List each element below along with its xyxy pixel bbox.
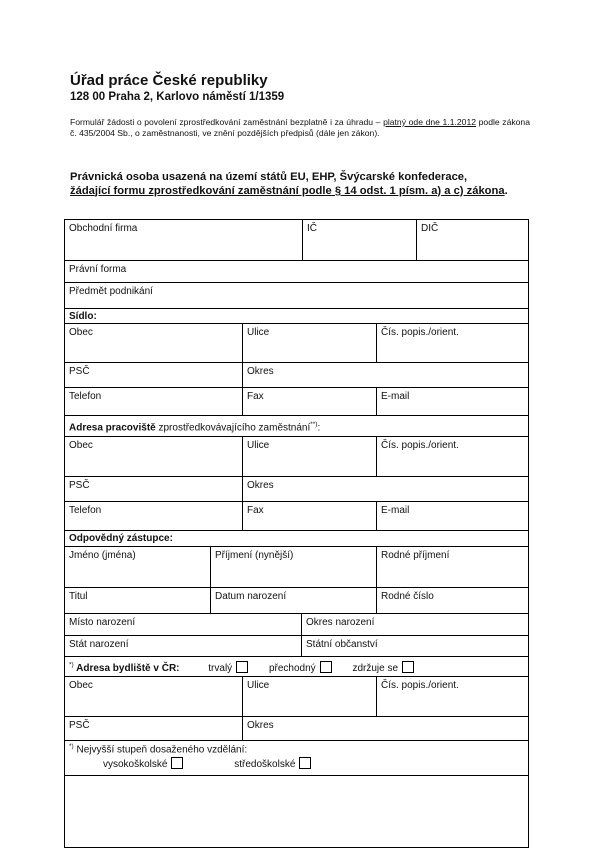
residence-postal-row [65, 717, 528, 741]
secondary-label: středoškolské [234, 759, 296, 771]
workplace-postcode-field[interactable] [65, 477, 242, 501]
seat-email-label: E-mail [381, 391, 410, 402]
temporary-option[interactable] [269, 661, 332, 674]
seat-fax-field[interactable] [242, 388, 376, 415]
workplace-number-field[interactable] [376, 437, 528, 476]
residence-street-field[interactable] [242, 677, 376, 716]
intro-validity: platný ode dne 1.1.2012 [383, 117, 477, 127]
permanent-label: trvalý [208, 663, 233, 674]
ic-field[interactable] [302, 220, 416, 260]
workplace-district-field[interactable] [242, 477, 528, 501]
seat-phone-label: Telefon [69, 391, 102, 402]
birth-date-label: Datum narození [215, 591, 287, 602]
office-title: Úřad práce České republiky [70, 72, 268, 89]
university-checkbox[interactable] [171, 757, 183, 769]
seat-number-label: Čís. popis./orient. [381, 327, 459, 338]
first-name-field[interactable] [65, 547, 210, 587]
residence-section-label [65, 657, 528, 674]
seat-address-row [65, 324, 528, 363]
dic-field[interactable] [416, 220, 528, 260]
secondary-checkbox[interactable] [299, 757, 311, 769]
residence-number-field[interactable] [376, 677, 528, 716]
workplace-phone-label: Telefon [69, 505, 102, 516]
birthplace-row [65, 614, 528, 636]
residence-title: Adresa bydliště v ČR: [76, 663, 180, 674]
residence-postcode-label: PSČ [69, 720, 90, 731]
birth-surname-label: Rodné příjmení [381, 550, 450, 561]
birth-date-field[interactable] [210, 588, 376, 613]
seat-postal-row [65, 363, 528, 388]
workplace-city-label: Obec [69, 440, 93, 451]
residence-street-label: Ulice [247, 680, 270, 691]
business-subject-field[interactable] [65, 283, 528, 309]
workplace-contact-row [65, 502, 528, 531]
workplace-street-label: Ulice [247, 440, 270, 451]
heading-underlined: žádající formu zprostředkování zaměstnání podle § 14 odst. 1 písm. a) a c) zákona [70, 184, 505, 197]
title-label: Titul [69, 591, 88, 602]
business-subject-label: Předmět podnikání [69, 286, 153, 297]
residence-district-label: Okres [247, 720, 274, 731]
heading-line-1: Právnická osoba usazená na území států EU, EHP, Švýcarské konfederace, [70, 171, 468, 183]
citizenship-field[interactable] [301, 636, 528, 656]
birth-surname-field[interactable] [376, 547, 528, 587]
workplace-street-field[interactable] [242, 437, 376, 476]
staying-checkbox[interactable] [402, 661, 414, 673]
education-title: Nejvyšší stupeň dosaženého vzdělání: [76, 744, 248, 756]
intro-text-1: Formulář žádosti o povolení zprostředkování zaměstnání bezplatně i za úhradu – [70, 117, 384, 127]
citizenship-row [65, 636, 528, 657]
birth-number-label: Rodné číslo [381, 591, 434, 602]
seat-street-label: Ulice [247, 327, 270, 338]
seat-contact-row [65, 388, 528, 416]
workplace-title: Adresa pracoviště [69, 422, 156, 434]
education-options [65, 755, 528, 770]
education-footnote-mark: *) [69, 743, 74, 750]
seat-city-field[interactable] [65, 324, 242, 362]
seat-postcode-field[interactable] [65, 363, 242, 387]
legal-form-field[interactable] [65, 261, 528, 283]
company-name-label: Obchodní firma [69, 223, 138, 234]
birth-number-field[interactable] [376, 588, 528, 613]
citizenship-label: Státní občanství [306, 639, 378, 650]
birth-district-field[interactable] [301, 614, 528, 635]
birthplace-label: Místo narození [69, 617, 136, 628]
temporary-label: přechodný [268, 663, 316, 674]
workplace-address-row [65, 437, 528, 477]
residence-city-label: Obec [69, 680, 93, 691]
company-row [65, 220, 528, 261]
birth-country-label: Stát narození [69, 639, 129, 650]
permanent-option[interactable] [208, 661, 248, 674]
seat-section-label: Sídlo: [69, 311, 97, 322]
residence-footnote-mark: *) [69, 661, 74, 669]
workplace-email-label: E-mail [381, 505, 410, 516]
intro-paragraph [70, 117, 530, 139]
workplace-colon: : [317, 422, 321, 434]
workplace-fax-field[interactable] [242, 502, 376, 530]
seat-district-label: Okres [247, 366, 274, 377]
seat-district-field[interactable] [242, 363, 528, 387]
staying-label: zdržuje se [352, 663, 399, 674]
workplace-footnote-mark: **) [310, 421, 318, 428]
birth-district-label: Okres narození [306, 617, 375, 628]
seat-city-label: Obec [69, 327, 93, 338]
application-form [64, 219, 529, 848]
representative-section-label: Odpovědný zástupce: [69, 533, 173, 544]
form-heading [70, 171, 532, 198]
residence-city-field[interactable] [65, 677, 242, 716]
seat-postcode-label: PSČ [69, 366, 90, 377]
legal-form-label: Právní forma [69, 264, 127, 275]
secondary-option[interactable] [234, 757, 311, 770]
staying-option[interactable] [352, 661, 414, 674]
residence-address-row [65, 677, 528, 717]
office-address: 128 00 Praha 2, Karlovo náměstí 1/1359 [70, 91, 285, 103]
education-row [65, 741, 528, 776]
residence-section-header [65, 657, 528, 677]
seat-street-field[interactable] [242, 324, 376, 362]
seat-number-field[interactable] [376, 324, 528, 362]
seat-section-header [65, 309, 528, 324]
workplace-subtitle: zprostředkovávajícího zaměstnání [155, 422, 311, 434]
surname-field[interactable] [210, 547, 376, 587]
workplace-district-label: Okres [247, 480, 274, 491]
birth-country-field[interactable] [65, 636, 301, 656]
workplace-email-field[interactable] [376, 502, 528, 530]
birthplace-field[interactable] [65, 614, 301, 635]
representative-details-row [65, 588, 528, 614]
residence-number-label: Čís. popis./orient. [381, 680, 459, 691]
representative-section-header [65, 531, 528, 547]
workplace-section-label [65, 416, 528, 433]
form-blank-area [65, 776, 528, 847]
first-name-label: Jméno (jména) [69, 550, 136, 561]
temporary-checkbox[interactable] [320, 661, 332, 673]
title-field[interactable] [65, 588, 210, 613]
heading-end: . [504, 184, 508, 197]
education-label [65, 741, 528, 755]
workplace-postal-row [65, 477, 528, 502]
seat-fax-label: Fax [247, 391, 264, 402]
intro-text-2: podle zákona č. 435/2004 Sb., o zaměstnanosti, ve znění pozdějších předpisů (dále jen zákon). [70, 117, 530, 138]
seat-email-field[interactable] [376, 388, 528, 415]
workplace-number-label: Čís. popis./orient. [381, 440, 459, 451]
workplace-city-field[interactable] [65, 437, 242, 476]
university-option[interactable] [103, 757, 183, 770]
workplace-postcode-label: PSČ [69, 480, 90, 491]
residence-district-field[interactable] [242, 717, 528, 740]
ic-label: IČ [307, 223, 317, 234]
workplace-fax-label: Fax [247, 505, 264, 516]
seat-phone-field[interactable] [65, 388, 242, 415]
workplace-phone-field[interactable] [65, 502, 242, 530]
surname-label: Příjmení (nynější) [215, 550, 294, 561]
permanent-checkbox[interactable] [236, 661, 248, 673]
university-label: vysokoškolské [103, 759, 168, 771]
residence-postcode-field[interactable] [65, 717, 242, 740]
dic-label: DIČ [421, 223, 439, 234]
company-name-field[interactable] [65, 220, 302, 260]
representative-name-row [65, 547, 528, 588]
workplace-section-header [65, 416, 528, 437]
